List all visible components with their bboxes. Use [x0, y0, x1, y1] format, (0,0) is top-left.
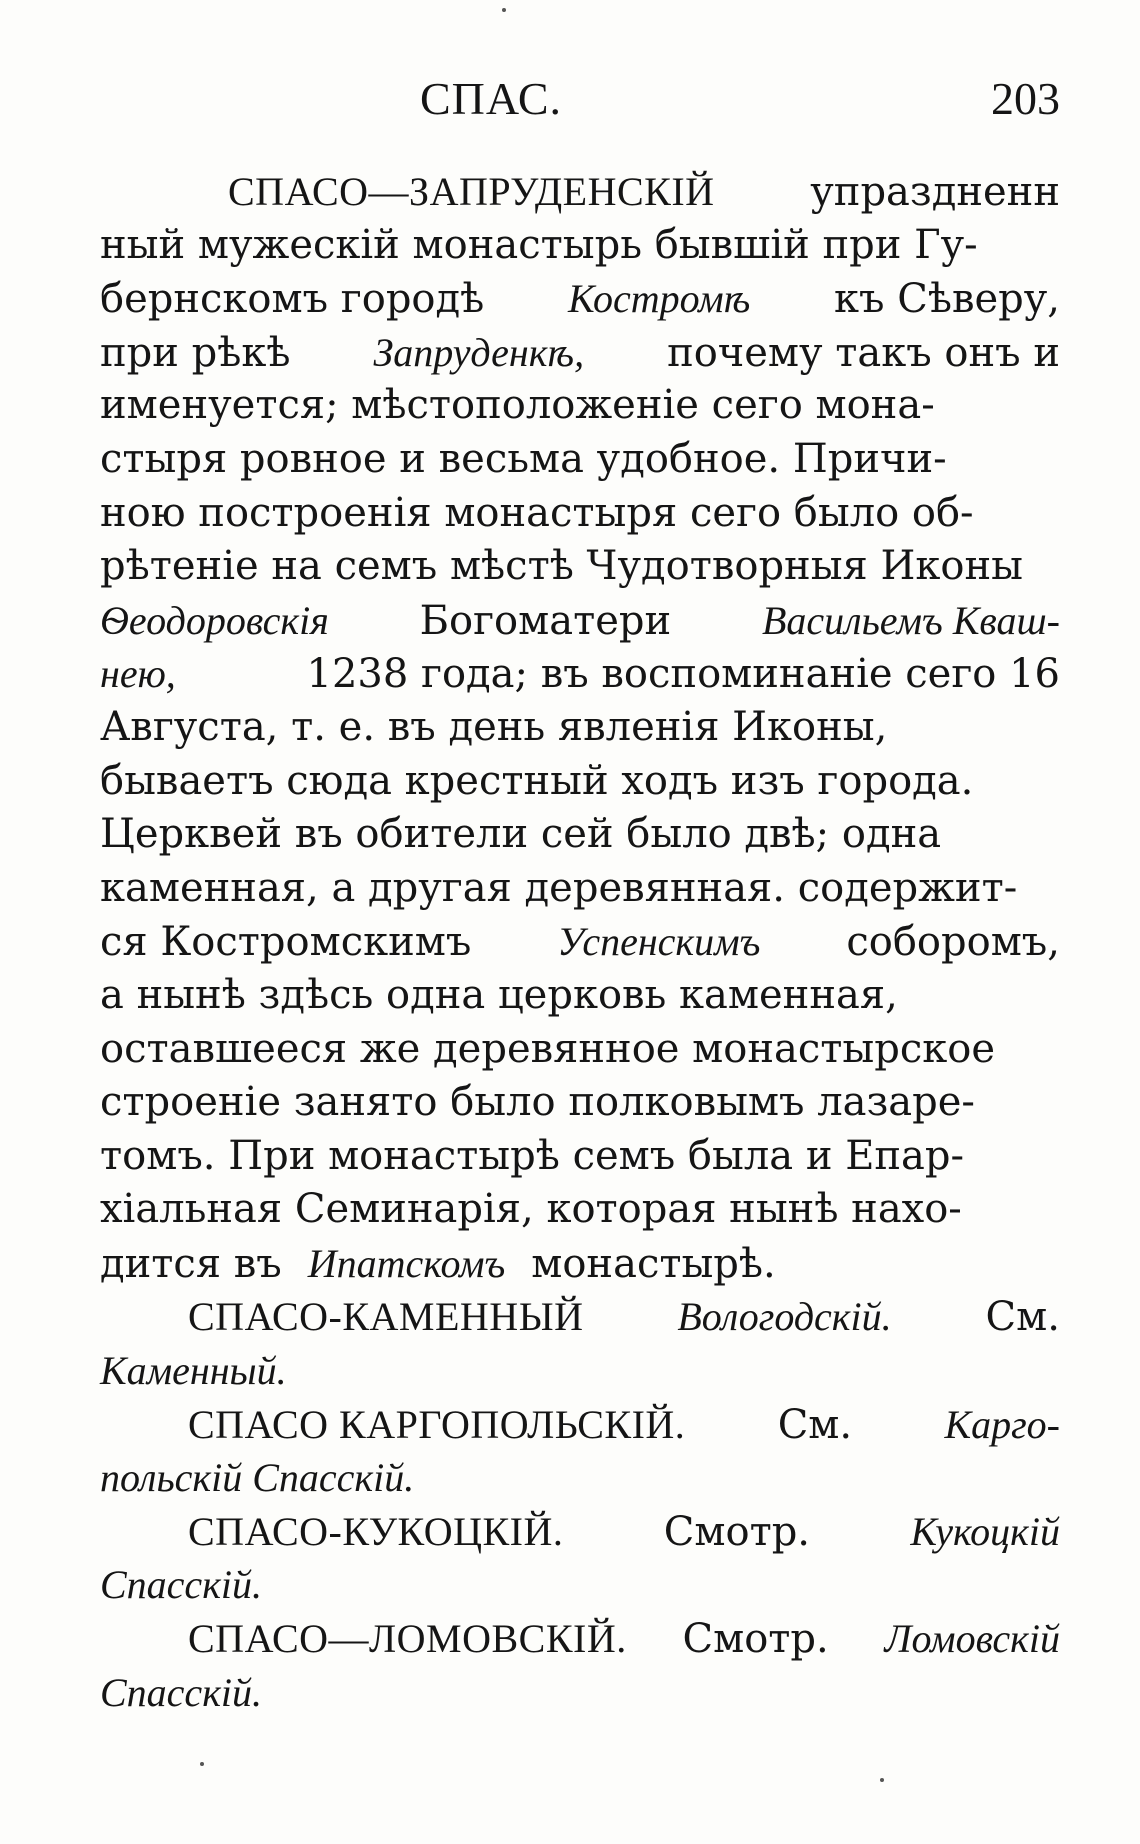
italic-text: Каменный.: [100, 1348, 287, 1394]
text-line: [100, 1023, 1060, 1077]
italic-text: польскій Спасскій.: [100, 1455, 415, 1501]
text-segment: а нынѣ здѣсь одна церковь каменная,: [100, 971, 898, 1018]
italic-text: Карго-: [944, 1401, 1060, 1447]
text-line: [100, 862, 1060, 916]
text-line: [100, 969, 1060, 1023]
text-line: [100, 1505, 1060, 1559]
print-speck: [880, 1778, 884, 1782]
text-line: [100, 219, 1060, 273]
text-segment: Смотр.: [682, 1616, 829, 1663]
italic-text: Ипатскомъ: [307, 1240, 506, 1286]
italic-text: Костромѣ: [567, 276, 751, 322]
text-line: [100, 1451, 1060, 1505]
entry-heading: СПАСО—ЗАПРУДЕНСКІЙ: [228, 169, 715, 214]
text-segment: монастырѣ.: [531, 1240, 776, 1287]
text-segment: бываетъ сюда крестный ходъ изъ города.: [100, 757, 974, 804]
text-segment: ною построенія монастыря сего было об-: [100, 489, 974, 536]
text-segment: именуется; мѣстоположеніе сего мона-: [100, 382, 935, 429]
italic-text: Кукоцкій: [910, 1508, 1060, 1554]
text-line: [100, 540, 1060, 594]
italic-text: Запруденкѣ,: [373, 329, 585, 375]
text-segment: почему такъ онъ и: [667, 329, 1060, 376]
text-line: [100, 379, 1060, 433]
text-line: [100, 647, 1060, 701]
text-segment: хіальная Семинарія, которая нынѣ нахо-: [100, 1186, 962, 1233]
text-segment: томъ. При монастырѣ семъ была и Епар-: [100, 1132, 965, 1179]
text-segment: Церквей въ обители сей было двѣ; одна: [100, 811, 942, 858]
text-line: [100, 1076, 1060, 1130]
entry-heading: СПАСО КАРГОПОЛЬСКІЙ.: [188, 1401, 686, 1447]
text-segment: 1238 года; въ воспоминаніе сего 16: [306, 651, 1060, 698]
text-line: [100, 594, 1060, 648]
text-line: [100, 755, 1060, 809]
text-line: [100, 808, 1060, 862]
text-segment: строеніе занято было полковымъ лазаре-: [100, 1079, 975, 1126]
text-line: [100, 1130, 1060, 1184]
italic-text: Спасскій.: [100, 1669, 263, 1715]
text-line: [100, 1398, 1060, 1452]
italic-text: Ломовскій: [884, 1616, 1060, 1662]
text-segment: соборомъ,: [846, 919, 1060, 966]
text-segment: ся Костромскимъ: [100, 919, 472, 966]
text-segment: См.: [985, 1294, 1060, 1341]
text-segment: Смотр.: [663, 1508, 811, 1555]
text-line: [100, 1344, 1060, 1398]
text-segment: оставшееся же деревянное монастырское: [100, 1025, 995, 1072]
text-segment: упраздненн: [810, 169, 1060, 215]
text-segment: рѣтеніе на семъ мѣстѣ Чудотворныя Иконы: [100, 543, 1023, 590]
text-line: [100, 272, 1060, 326]
italic-text: Спасскій.: [100, 1562, 263, 1608]
text-segment: бернскомъ городѣ: [100, 276, 485, 323]
text-segment: дится въ: [100, 1240, 282, 1287]
text-line: [100, 487, 1060, 541]
text-segment: Августа, т. е. въ день явленія Иконы,: [100, 703, 888, 750]
text-line: [100, 1290, 1060, 1344]
text-line: [100, 165, 1060, 219]
text-line: [100, 1666, 1060, 1720]
print-speck: [502, 8, 506, 12]
italic-text: Васильемъ Кваш-: [761, 597, 1060, 643]
text-line: [100, 326, 1060, 380]
italic-text: Успенскимъ: [557, 919, 761, 965]
entry-heading: СПАСО-КАМЕННЫЙ: [188, 1294, 584, 1340]
running-title: СПАС.: [420, 73, 563, 124]
entry-heading: СПАСО-КУКОЦКІЙ.: [188, 1508, 564, 1554]
text-segment: каменная, а другая деревянная. содержит-: [100, 864, 1018, 911]
italic-text: Ѳеодоровскія: [100, 597, 329, 643]
text-line: [100, 1558, 1060, 1612]
running-header: [100, 72, 1060, 142]
text-segment: Богоматери: [419, 597, 672, 644]
entry-heading: СПАСО—ЛОМОВСКІЙ.: [188, 1616, 627, 1662]
body-text: [100, 165, 1060, 1719]
italic-text: Вологодскій.: [677, 1294, 892, 1340]
text-line: [100, 1183, 1060, 1237]
print-speck: [200, 1762, 204, 1766]
text-segment: ный мужескій монастырь бывшій при Гу-: [100, 221, 978, 268]
text-line: [100, 701, 1060, 755]
text-segment: при рѣкѣ: [100, 329, 291, 376]
text-segment: стыря ровное и весьма удобное. Причи-: [100, 435, 947, 482]
page-number: 203: [991, 73, 1060, 124]
text-line: [100, 915, 1060, 969]
italic-text: нею,: [100, 651, 176, 697]
text-segment: къ Сѣверу,: [834, 276, 1060, 323]
text-segment: См.: [777, 1401, 853, 1448]
text-line: [100, 1612, 1060, 1666]
text-line: [100, 1237, 1060, 1291]
text-line: [100, 433, 1060, 487]
